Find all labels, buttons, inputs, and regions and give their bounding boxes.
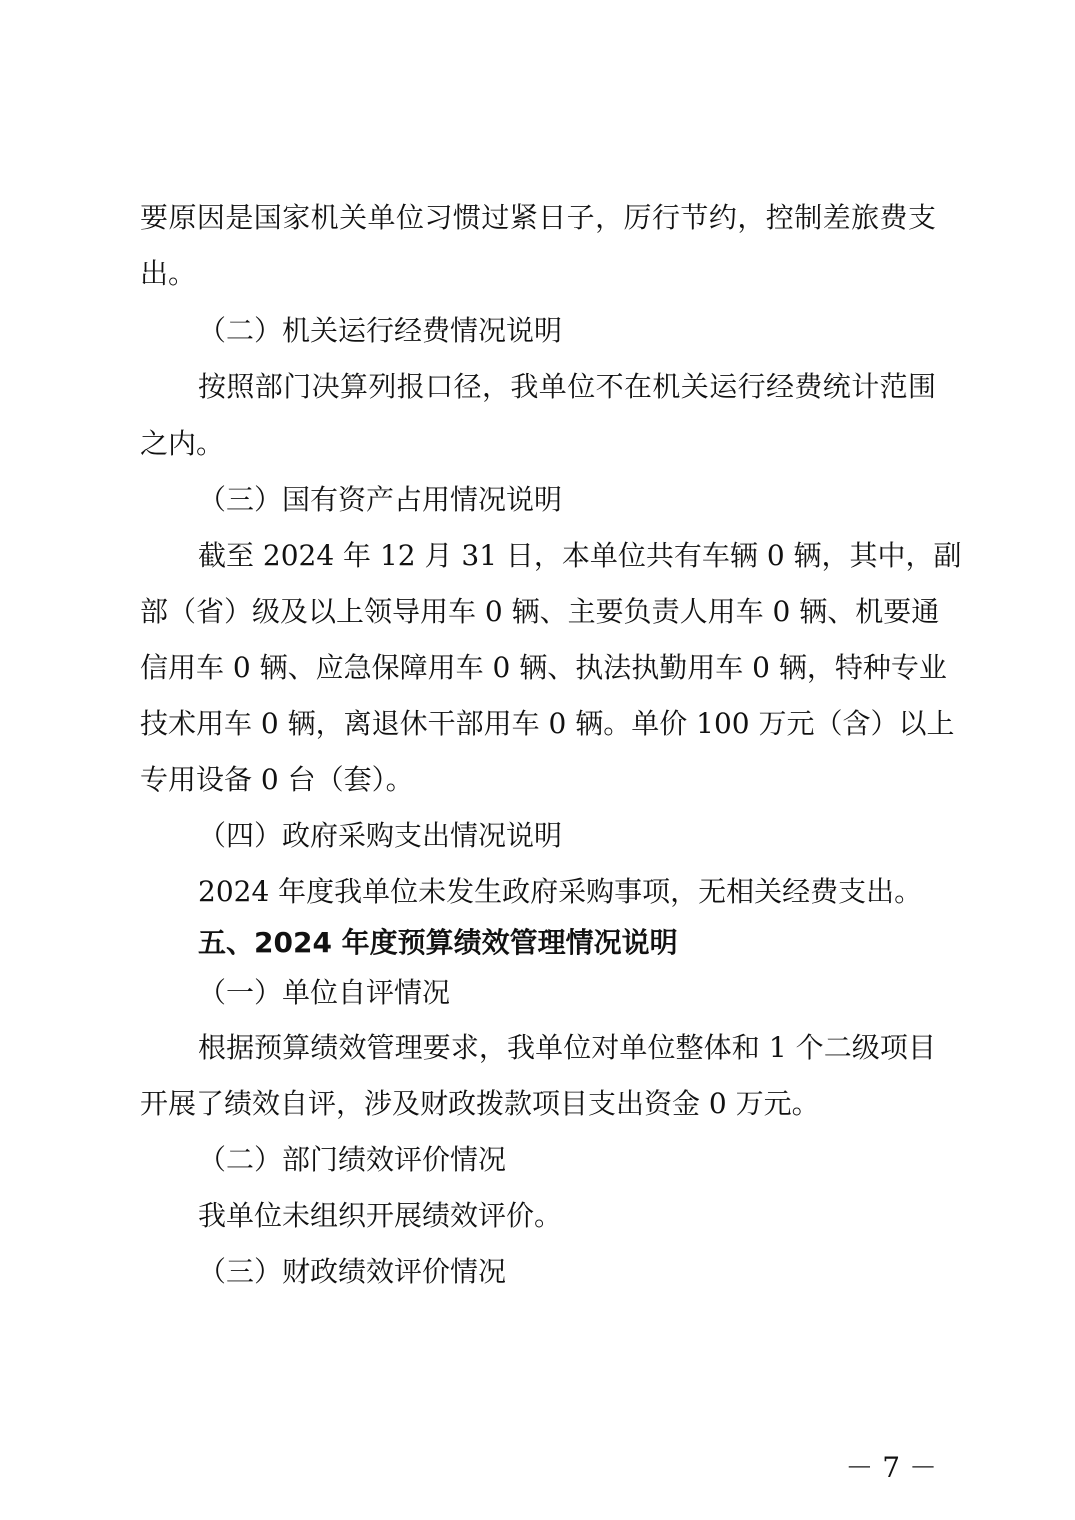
page-number: － 7 －: [845, 1451, 937, 1484]
paragraph-line: 我单位未组织开展绩效评价。: [198, 1199, 563, 1232]
section-subheading: （四）政府采购支出情况说明: [198, 819, 563, 852]
paragraph-line: 专用设备 0 台（套）。: [140, 763, 414, 796]
paragraph-line: 之内。: [140, 427, 225, 460]
section-subheading: （二）机关运行经费情况说明: [198, 314, 563, 347]
section-subheading: （三）国有资产占用情况说明: [198, 483, 563, 516]
paragraph-line: 要原因是国家机关单位习惯过紧日子，厉行节约，控制差旅费支: [140, 201, 936, 234]
paragraph-line: 根据预算绩效管理要求，我单位对单位整体和 1 个二级项目: [198, 1031, 936, 1064]
paragraph-line: 部（省）级及以上领导用车 0 辆、主要负责人用车 0 辆、机要通: [140, 595, 940, 628]
paragraph-line: 2024 年度我单位未发生政府采购事项，无相关经费支出。: [198, 875, 923, 908]
section-subheading: （一）单位自评情况: [198, 976, 451, 1009]
paragraph-line: 出。: [140, 257, 197, 290]
section-subheading: （二）部门绩效评价情况: [198, 1143, 507, 1176]
paragraph-line: 开展了绩效自评，涉及财政拨款项目支出资金 0 万元。: [140, 1087, 820, 1120]
paragraph-line: 截至 2024 年 12 月 31 日，本单位共有车辆 0 辆，其中，副: [198, 539, 962, 572]
paragraph-line: 信用车 0 辆、应急保障用车 0 辆、执法执勤用车 0 辆，特种专业: [140, 651, 947, 684]
section-heading: 五、2024 年度预算绩效管理情况说明: [198, 926, 678, 959]
paragraph-line: 技术用车 0 辆，离退休干部用车 0 辆。单价 100 万元（含）以上: [140, 707, 955, 740]
paragraph-line: 按照部门决算列报口径，我单位不在机关运行经费统计范围: [198, 370, 936, 403]
section-subheading: （三）财政绩效评价情况: [198, 1255, 507, 1288]
